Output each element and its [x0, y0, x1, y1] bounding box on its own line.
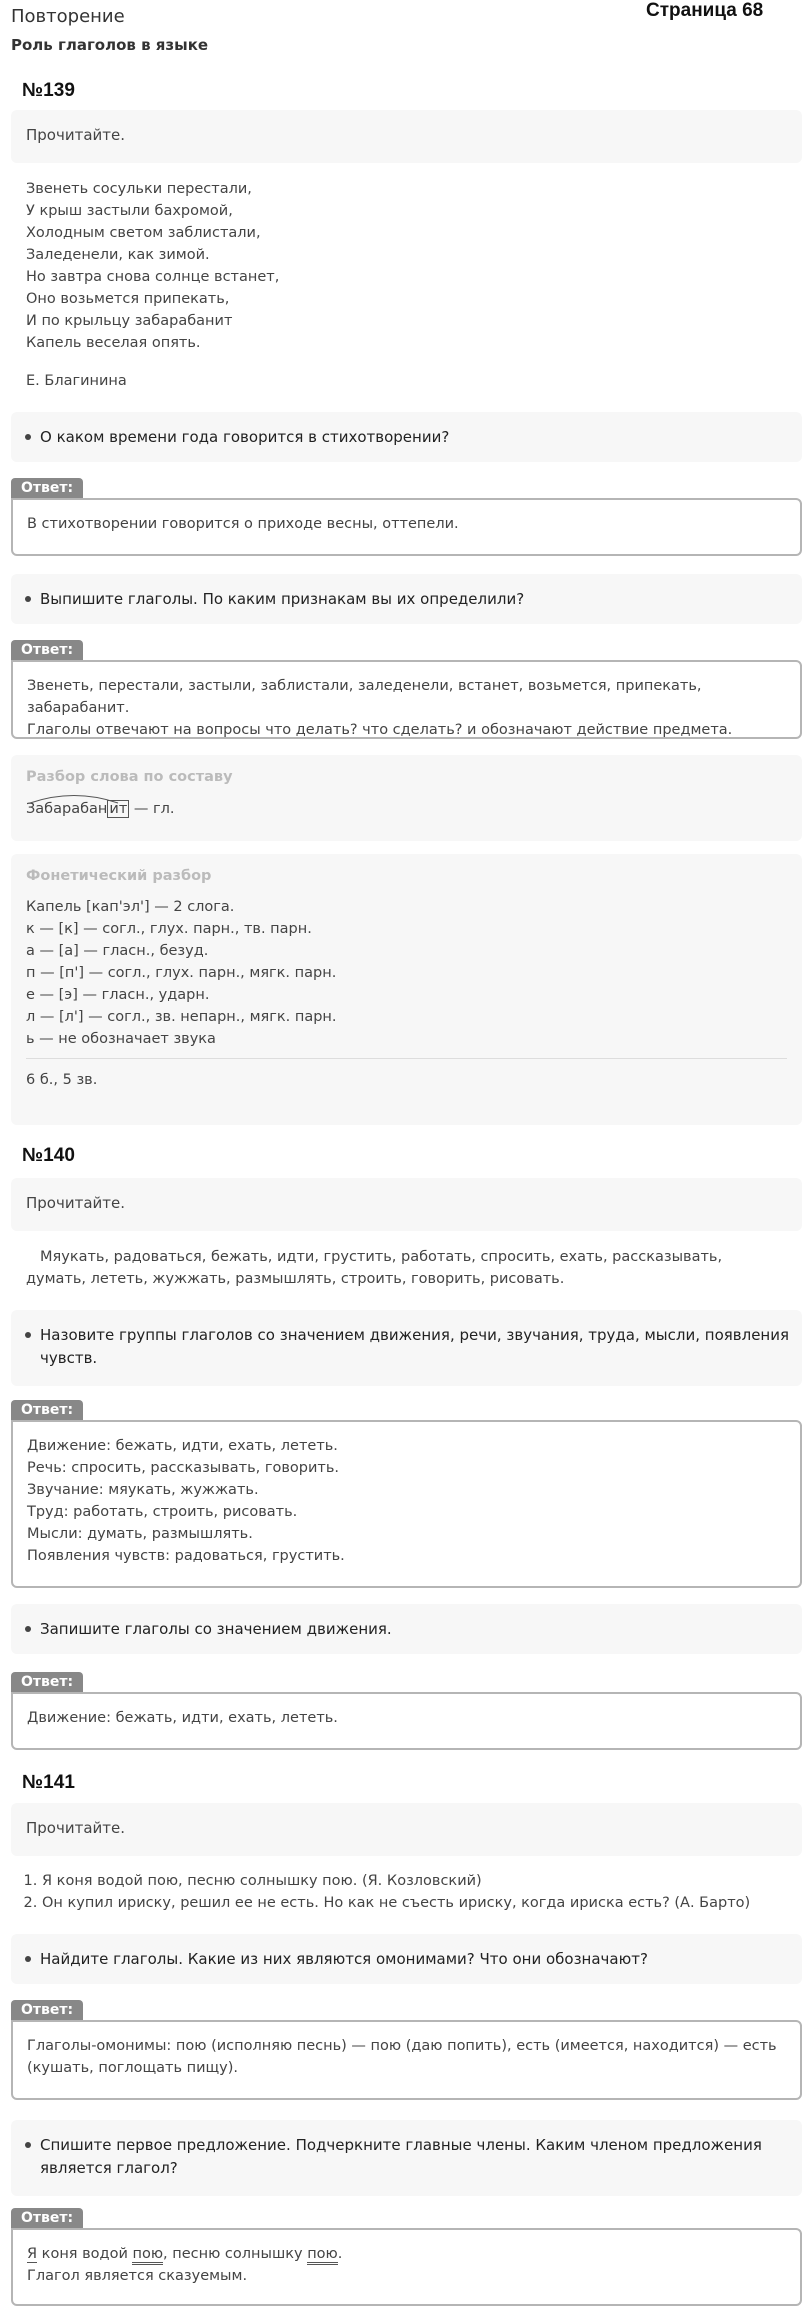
question-text: Найдите глаголы. Какие из них являются омонимами? Что они обозначают? [40, 1950, 648, 1968]
question-text: Выпишите глаголы. По каким признакам вы их определили? [40, 590, 525, 608]
predicate-word: пою [307, 2246, 338, 2265]
question-text: Спишите первое предложение. Подчеркните главные члены. Каким членом предложения является глагол? [40, 2136, 762, 2177]
sentence-list [16, 1870, 750, 1914]
answer-text: Речь: спросить, рассказывать, говорить. [27, 1460, 340, 1476]
list-item: 1. Я коня водой пою, песню солнышку пою. (Я. Козловский) [42, 1870, 750, 1892]
morph-tail: — гл. [129, 801, 175, 817]
question [11, 2120, 802, 2196]
answer-box [11, 2228, 802, 2306]
answer-text: . [337, 2246, 343, 2262]
phonetic-line: л — [л'] — согл., зв. непарн., мягк. парн. [26, 1009, 337, 1025]
divider [26, 1058, 787, 1059]
question [11, 1934, 802, 1984]
page-number: Страница 68 [646, 0, 764, 21]
poem-line: Оно возьмется припекать, [26, 291, 230, 307]
phonetic-line: а — [а] — гласн., безуд. [26, 943, 209, 959]
answer-text: Звенеть, перестали, застыли, заблистали, заледенели, встанет, возьмется, припекать, забарабанит. [27, 678, 702, 716]
question [11, 574, 802, 624]
answer-box [11, 660, 802, 739]
answer-sentence [27, 2243, 786, 2265]
instruction-text: Прочитайте. [26, 1194, 126, 1212]
answer-box [11, 498, 802, 556]
question-text: О каком времени года говорится в стихотворении? [40, 428, 450, 446]
task-number-140: №140 [22, 1145, 75, 1166]
subject-word: Я [27, 2246, 38, 2262]
poem-author: Е. Благинина [26, 373, 127, 389]
answer-box [11, 1692, 802, 1750]
poem-line: Но завтра снова солнце встанет, [26, 269, 280, 285]
answer-text: Глаголы-омонимы: пою (исполняю песнь) — пою (даю попить), есть (имеется, находится) — есть (кушать, поглощать пищу). [27, 2038, 777, 2076]
answer-text: , песню солнышку [163, 2246, 308, 2262]
poem-line: И по крыльцу забарабанит [26, 313, 233, 329]
morph-stem: Забарабан [26, 801, 108, 817]
root-arc-icon [28, 792, 120, 804]
phonetic-line: п — [п'] — согл., глух. парн., мягк. парн. [26, 965, 337, 981]
instruction-box [11, 110, 802, 163]
answer-box [11, 1420, 802, 1588]
answer-text: Глагол является сказуемым. [27, 2268, 248, 2284]
morph-suffix: ит [109, 801, 128, 817]
phonetic-line: к — [к] — согл., глух. парн., тв. парн. [26, 921, 312, 937]
answer-label: Ответ: [11, 640, 83, 660]
poem-line: Капель веселая опять. [26, 335, 201, 351]
answer-label: Ответ: [11, 1400, 83, 1420]
answer-text: В стихотворении говорится о приходе весны, оттепели. [27, 516, 459, 532]
poem-line: У крыш застыли бахромой, [26, 203, 233, 219]
instruction-box [11, 1803, 802, 1856]
phonetic-analysis-title: Фонетический разбор [26, 868, 212, 884]
morph-word [26, 801, 129, 817]
morphemic-analysis-box [11, 755, 802, 841]
question-text: Назовите группы глаголов со значением движения, речи, звучания, труда, мысли, появления чувств. [40, 1326, 790, 1367]
instruction-box [11, 1178, 802, 1231]
answer-text: Мысли: думать, размышлять. [27, 1526, 253, 1542]
poem [26, 178, 279, 354]
topic-subtitle: Роль глаголов в языке [11, 36, 209, 54]
morphemic-analysis [26, 801, 787, 817]
question [11, 1604, 802, 1654]
task-number-139: №139 [22, 80, 75, 101]
answer-text: коня водой [37, 2246, 133, 2262]
answer-label: Ответ: [11, 478, 83, 498]
instruction-text: Прочитайте. [26, 1819, 126, 1837]
phonetic-total: 6 б., 5 зв. [26, 1072, 98, 1088]
phonetic-analysis-box [11, 854, 802, 1125]
morphemic-analysis-title: Разбор слова по составу [26, 769, 233, 785]
poem-line: Холодным светом заблистали, [26, 225, 261, 241]
answer-box [11, 2020, 802, 2100]
answer-text: Появления чувств: радоваться, грустить. [27, 1548, 345, 1564]
phonetic-line: ь — не обозначает звука [26, 1031, 216, 1047]
question [11, 412, 802, 462]
word-list: Мяукать, радоваться, бежать, идти, грустить, работать, спросить, ехать, рассказывать, думать, лететь, жужжать, размышлять, строить, говорить, рисовать. [26, 1249, 723, 1287]
answer-text: Движение: бежать, идти, ехать, лететь. [27, 1438, 338, 1454]
question-text: Запишите глаголы со значением движения. [40, 1620, 392, 1638]
question [11, 1310, 802, 1386]
phonetic-line: Капель [кап'эл'] — 2 слога. [26, 899, 235, 915]
answer-label: Ответ: [11, 2208, 83, 2228]
poem-line: Заледенели, как зимой. [26, 247, 210, 263]
answer-text: Труд: работать, строить, рисовать. [27, 1504, 298, 1520]
phonetic-line: е — [э] — гласн., ударн. [26, 987, 210, 1003]
predicate-word: пою [132, 2246, 163, 2265]
poem-line: Звенеть сосульки перестали, [26, 181, 252, 197]
section-title: Повторение [11, 6, 125, 27]
answer-label: Ответ: [11, 2000, 83, 2020]
list-item: 2. Он купил ириску, решил ее не есть. Но как не съесть ириску, когда ириска есть? (А. Барто) [42, 1892, 750, 1914]
answer-text: Движение: бежать, идти, ехать, лететь. [27, 1710, 338, 1726]
task-number-141: №141 [22, 1772, 75, 1793]
answer-text: Глаголы отвечают на вопросы что делать? что сделать? и обозначают действие предмета. [27, 722, 733, 738]
answer-label: Ответ: [11, 1672, 83, 1692]
answer-text: Звучание: мяукать, жужжать. [27, 1482, 259, 1498]
instruction-text: Прочитайте. [26, 126, 126, 144]
